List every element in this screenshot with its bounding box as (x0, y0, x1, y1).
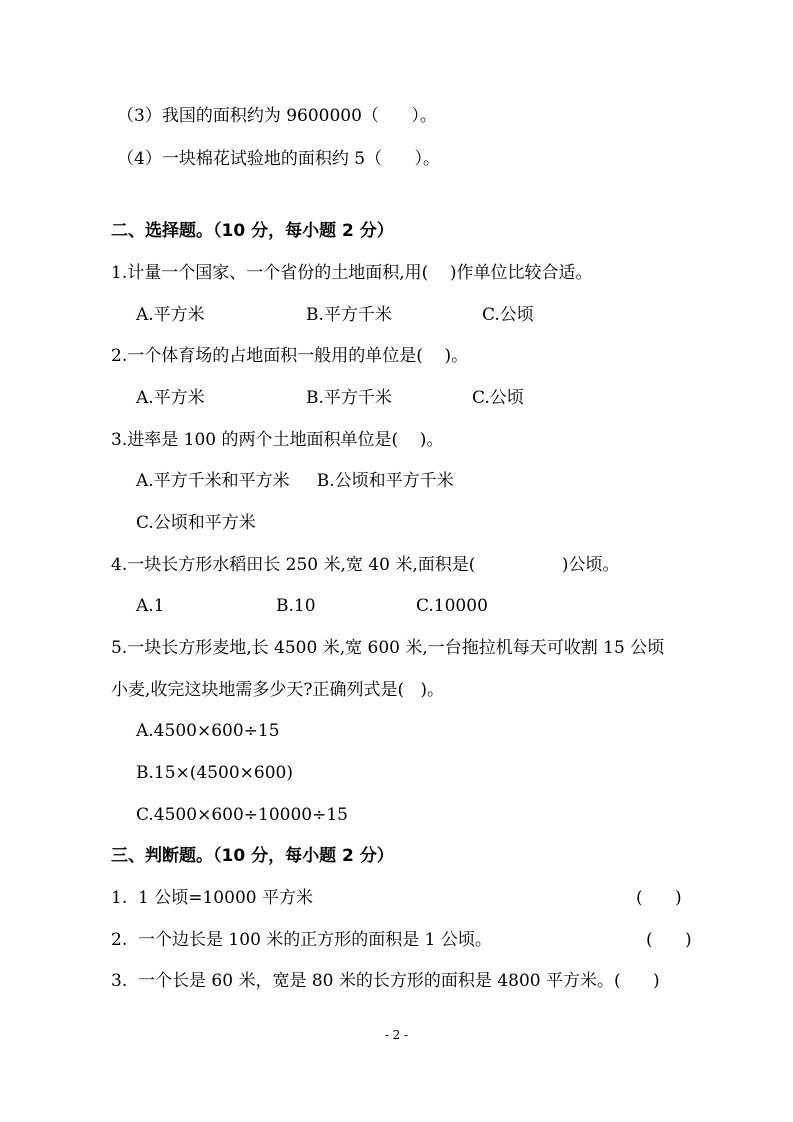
judge-answer-bracket-2: ( ) (646, 930, 692, 950)
choice-q5-option-c: C.4500×600÷10000÷15 (136, 805, 348, 825)
page-number: - 2 - (384, 1028, 409, 1042)
choice-q5-option-b: B.15×(4500×600) (136, 763, 293, 783)
choice-q1-option-b: B.平方千米 (306, 305, 392, 325)
judge-question-1: 1. 1 公顷=10000 平方米 (111, 888, 313, 908)
choice-question-2: 2.一个体育场的占地面积一般用的单位是( )。 (111, 346, 469, 366)
choice-q4-option-a: A.1 (136, 596, 165, 616)
choice-q4-option-c: C.10000 (416, 596, 488, 616)
choice-q4-option-b: B.10 (276, 596, 316, 616)
judge-answer-bracket-1: ( ) (636, 888, 682, 908)
choice-question-5-line-2: 小麦,收完这块地需多少天?正确列式是( )。 (111, 680, 444, 700)
judge-question-2: 2. 一个边长是 100 米的正方形的面积是 1 公顷。 (111, 930, 492, 950)
choice-q2-option-a: A.平方米 (136, 388, 205, 408)
choice-q3-option-c: C.公顷和平方米 (136, 513, 256, 533)
choice-question-3: 3.进率是 100 的两个土地面积单位是( )。 (111, 430, 444, 450)
fill-question-3: （3）我国的面积约为 9600000（ ）。 (117, 106, 437, 126)
choice-question-4: 4.一块长方形水稻田长 250 米,宽 40 米,面积是( )公顷。 (111, 555, 620, 575)
fill-question-4: （4）一块棉花试验地的面积约 5（ ）。 (117, 149, 440, 169)
choice-question-1: 1.计量一个国家、一个省份的土地面积,用( )作单位比较合适。 (111, 263, 593, 283)
section-heading-judge: 三、判断题。（10 分，每小题 2 分） (111, 846, 394, 866)
judge-question-3: 3. 一个长是 60 米，宽是 80 米的长方形的面积是 4800 平方米。( ) (111, 971, 660, 991)
choice-q2-option-b: B.平方千米 (306, 388, 392, 408)
choice-q3-options-ab: A.平方千米和平方米 B.公顷和平方千米 (136, 471, 454, 491)
section-heading-choice: 二、选择题。（10 分，每小题 2 分） (111, 221, 394, 241)
choice-q2-option-c: C.公顷 (472, 388, 524, 408)
choice-q5-option-a: A.4500×600÷15 (136, 721, 280, 741)
choice-q1-option-a: A.平方米 (136, 305, 205, 325)
choice-question-5-line-1: 5.一块长方形麦地,长 4500 米,宽 600 米,一台拖拉机每天可收割 15 公顷 (111, 638, 665, 658)
choice-q1-option-c: C.公顷 (482, 305, 534, 325)
